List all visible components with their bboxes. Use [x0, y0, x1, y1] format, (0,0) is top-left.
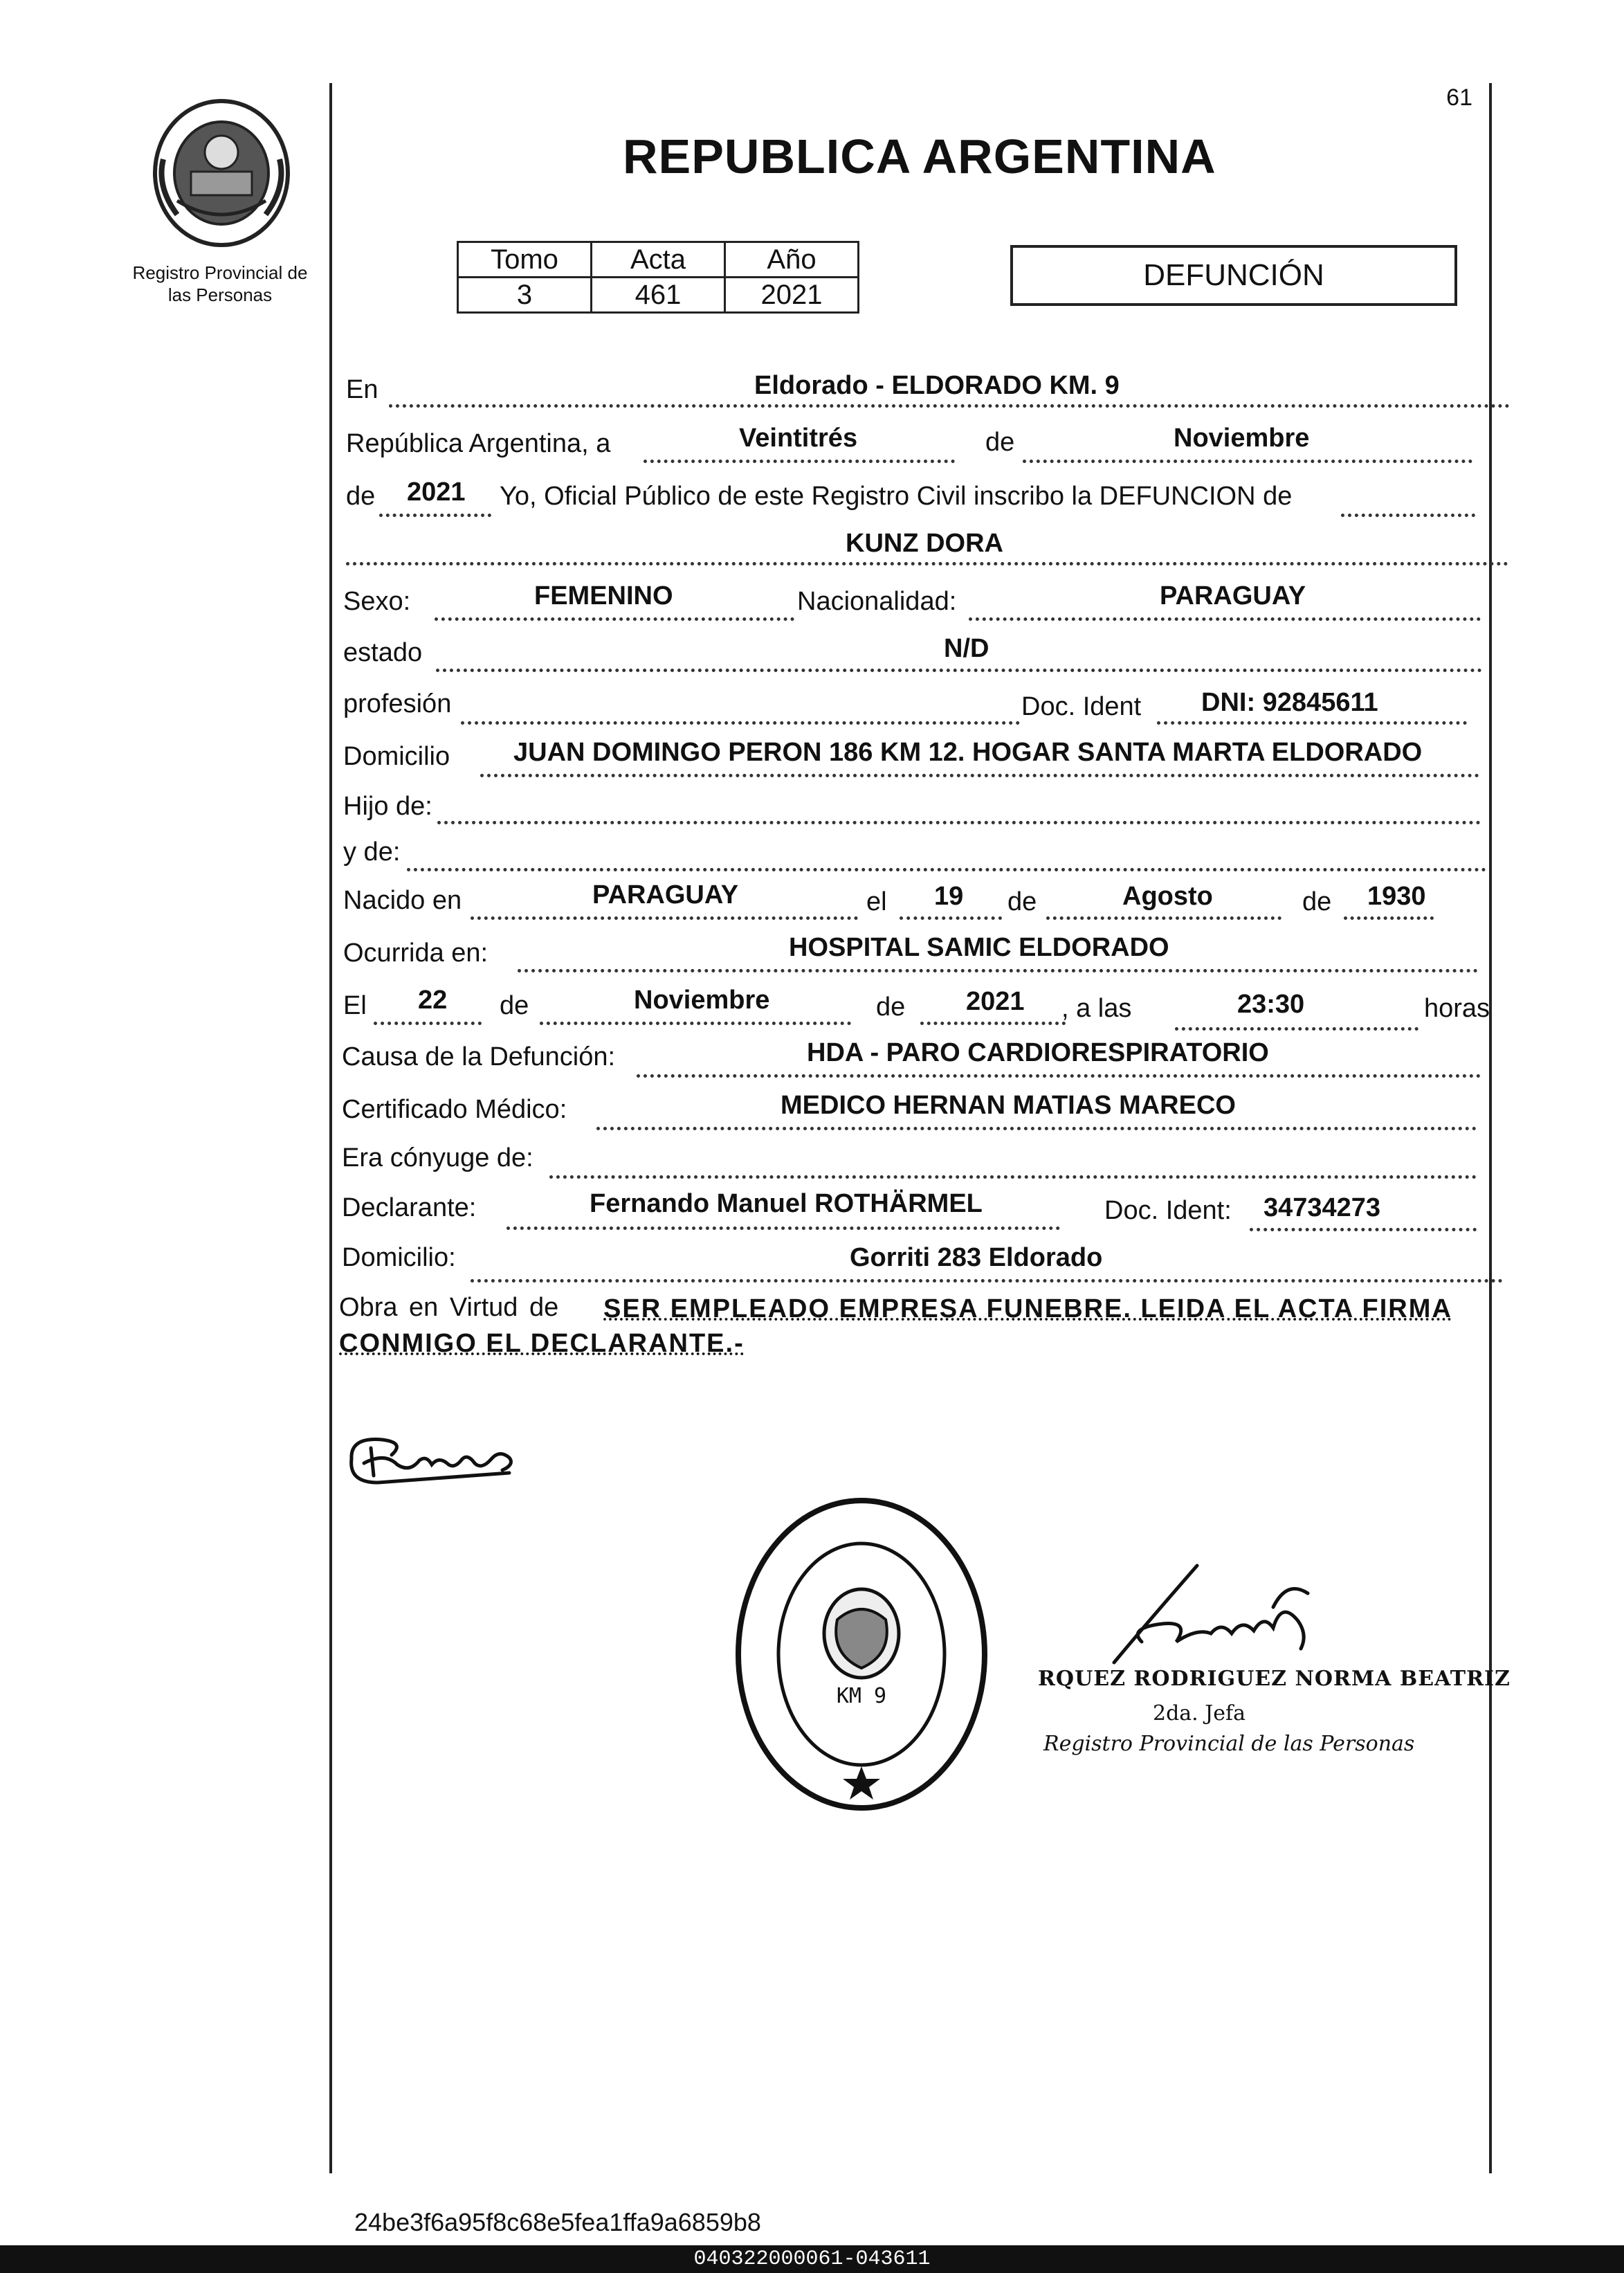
domicilio-value: JUAN DOMINGO PERON 186 KM 12. HOGAR SANTA MARTA ELDORADO — [513, 738, 1423, 767]
estado-dotted-line — [436, 669, 1482, 672]
death-time-dotted-line — [1175, 1027, 1418, 1031]
de6-label: de — [876, 993, 906, 1022]
domicilio-dotted-line — [480, 774, 1479, 777]
yde-label: y de: — [343, 837, 401, 867]
doc-ident-dotted-line — [1157, 721, 1467, 725]
register-value-row — [458, 278, 859, 313]
agency-name — [116, 262, 324, 306]
decl-doc-value: 34734273 — [1263, 1193, 1381, 1222]
el2-label: El — [343, 991, 367, 1020]
official-office: Registro Provincial de las Personas — [1043, 1732, 1415, 1756]
name-dotted-line — [346, 562, 1508, 565]
svg-text:KM 9: KM 9 — [836, 1684, 887, 1708]
year-dotted-line — [379, 514, 491, 517]
birth-month-dotted-line — [1046, 916, 1281, 920]
document-code: 040322000061-043611 — [693, 2247, 931, 2271]
yde-dotted-line — [407, 868, 1486, 871]
certificado-dotted-line — [596, 1127, 1477, 1130]
death-year: 2021 — [966, 987, 1025, 1016]
birth-year-dotted-line — [1344, 916, 1434, 920]
profesion-dotted-line — [461, 721, 1020, 725]
page-number: 61 — [1446, 84, 1472, 111]
declarante-dotted-line — [507, 1226, 1060, 1230]
hijo-dotted-line — [437, 821, 1481, 824]
register-header-tomo: Tomo — [458, 242, 592, 278]
document-code-bar — [0, 2245, 1624, 2273]
official-name: RQUEZ RODRIGUEZ NORMA BEATRIZ — [1038, 1667, 1511, 1691]
provincia-de-misiones-seal — [149, 90, 293, 249]
death-year-dotted-line — [920, 1022, 1066, 1025]
de4-label: de — [1302, 887, 1332, 916]
register-table — [457, 241, 859, 314]
conyuge-label: Era cónyuge de: — [342, 1143, 533, 1172]
register-header-row — [458, 242, 859, 278]
nacido-value: PARAGUAY — [592, 880, 739, 909]
domicilio2-value: Gorriti 283 Eldorado — [850, 1243, 1103, 1272]
estado-label: estado — [343, 638, 423, 667]
obra-value-line1: SER EMPLEADO EMPRESA FUNEBRE. LEIDA EL ACTA FIRMA — [603, 1294, 1452, 1323]
causa-dotted-line — [637, 1074, 1481, 1078]
death-day: 22 — [418, 986, 448, 1015]
official-signature — [1100, 1559, 1335, 1669]
nacionalidad-dotted-line — [969, 617, 1481, 621]
birth-month: Agosto — [1122, 882, 1213, 911]
month-value: Noviembre — [1174, 424, 1310, 453]
sexo-dotted-line — [435, 617, 794, 621]
record-type-box — [1010, 245, 1457, 306]
register-value-tomo: 3 — [458, 278, 592, 313]
nacido-dotted-line — [471, 916, 858, 920]
document-hash: 24be3f6a95f8c68e5fea1ffa9a6859b8 — [354, 2208, 761, 2236]
domicilio-label: Domicilio — [343, 742, 450, 771]
record-type: DEFUNCIÓN — [1143, 258, 1324, 292]
birth-day: 19 — [934, 882, 964, 911]
month-dotted-line — [1023, 460, 1472, 463]
en-label: En — [346, 375, 378, 404]
en-value: Eldorado - ELDORADO KM. 9 — [754, 371, 1120, 400]
register-value-anio: 2021 — [725, 278, 859, 313]
sexo-value: FEMENINO — [534, 581, 673, 610]
officer-dotted-line — [1341, 514, 1475, 517]
republica-label: República Argentina, a — [346, 429, 611, 458]
agency-line-2: las Personas — [167, 284, 273, 305]
hijo-label: Hijo de: — [343, 792, 432, 821]
estado-value: N/D — [944, 634, 989, 663]
nacido-label: Nacido en — [343, 886, 462, 915]
horas-label: horas — [1424, 994, 1490, 1023]
document-title: REPUBLICA ARGENTINA — [623, 129, 1216, 183]
conyuge-dotted-line — [549, 1175, 1477, 1179]
left-margin-line — [329, 83, 332, 2173]
delegacion-registro-provincial-stamp — [733, 1495, 989, 1813]
certificado-value: MEDICO HERNAN MATIAS MARECO — [781, 1091, 1236, 1120]
certificado-label: Certificado Médico: — [342, 1095, 567, 1124]
ocurrida-dotted-line — [518, 969, 1478, 972]
decl-doc-label: Doc. Ident: — [1104, 1196, 1232, 1225]
sexo-label: Sexo: — [343, 587, 411, 616]
birth-year: 1930 — [1367, 882, 1426, 911]
declarant-signature — [343, 1424, 520, 1494]
birth-day-dotted-line — [900, 916, 1002, 920]
register-header-anio: Año — [725, 242, 859, 278]
de1-label: de — [985, 428, 1015, 457]
ocurrida-label: Ocurrida en: — [343, 939, 489, 968]
nacionalidad-label: Nacionalidad: — [797, 587, 957, 616]
declarante-label: Declarante: — [342, 1193, 477, 1222]
doc-ident-label: Doc. Ident — [1021, 692, 1142, 721]
declarante-value: Fernando Manuel ROTHÄRMEL — [590, 1189, 983, 1218]
day-dotted-line — [644, 460, 955, 463]
doc-ident-value: DNI: 92845611 — [1201, 688, 1378, 717]
agency-line-1: Registro Provincial de — [132, 262, 308, 283]
domicilio2-dotted-line — [471, 1279, 1503, 1283]
de2-label: de — [346, 482, 376, 511]
deceased-name: KUNZ DORA — [846, 529, 1003, 558]
officer-text: Yo, Oficial Público de este Registro Civil inscribo la DEFUNCION de — [500, 482, 1293, 511]
alas-label: , a las — [1061, 994, 1132, 1023]
de3-label: de — [1007, 887, 1037, 916]
domicilio2-label: Domicilio: — [342, 1243, 456, 1272]
obra-label: Obra en Virtud de — [339, 1293, 559, 1322]
causa-label: Causa de la Defunción: — [342, 1042, 616, 1071]
year-value: 2021 — [407, 478, 466, 507]
en-dotted-line — [389, 404, 1510, 408]
death-month: Noviembre — [634, 986, 770, 1015]
decl-doc-dotted-line — [1250, 1228, 1477, 1231]
obra-value-line2: CONMIGO EL DECLARANTE.- — [339, 1329, 745, 1358]
ocurrida-value: HOSPITAL SAMIC ELDORADO — [789, 933, 1169, 962]
death-month-dotted-line — [540, 1022, 851, 1025]
nacionalidad-value: PARAGUAY — [1160, 581, 1306, 610]
death-day-dotted-line — [374, 1022, 482, 1025]
death-time: 23:30 — [1237, 990, 1305, 1019]
causa-value: HDA - PARO CARDIORESPIRATORIO — [807, 1038, 1269, 1067]
register-header-acta: Acta — [592, 242, 725, 278]
day-value: Veintitrés — [739, 424, 858, 453]
official-role: 2da. Jefa — [1153, 1701, 1246, 1726]
right-margin-line — [1489, 83, 1492, 2173]
profesion-label: profesión — [343, 689, 452, 718]
el-label: el — [866, 887, 887, 916]
de5-label: de — [500, 991, 529, 1020]
register-value-acta: 461 — [592, 278, 725, 313]
